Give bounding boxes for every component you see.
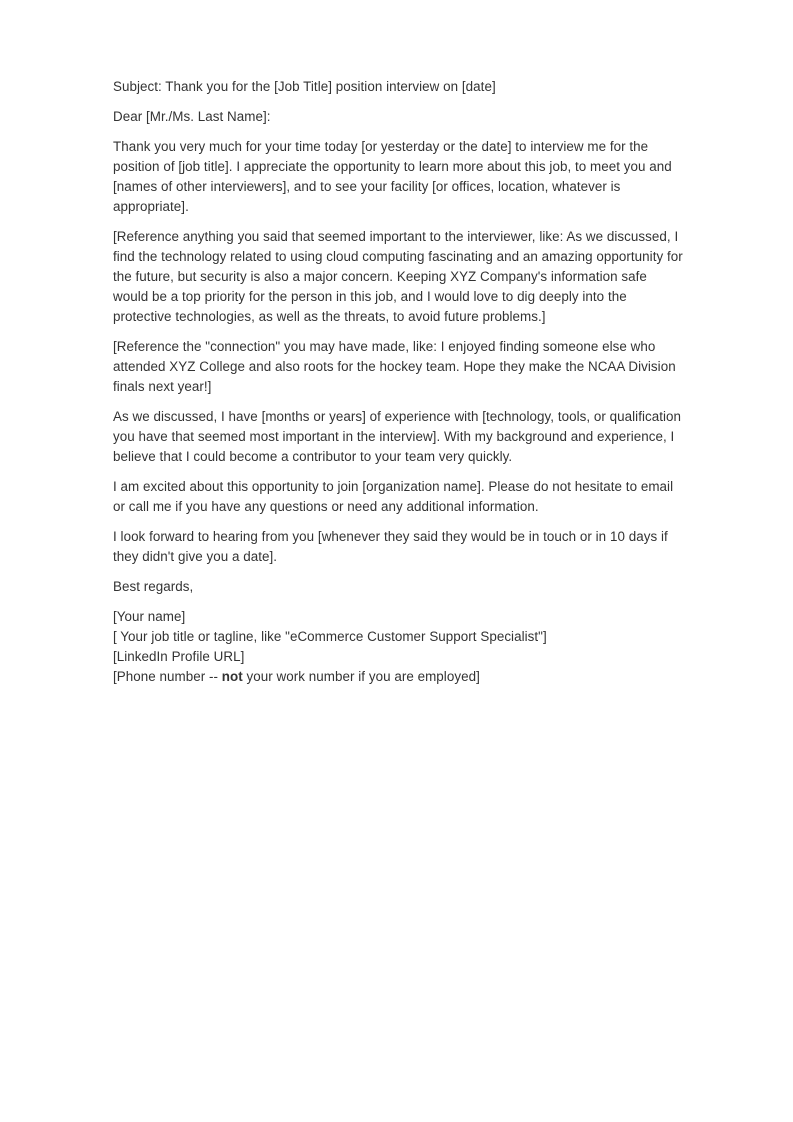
paragraph-experience: As we discussed, I have [months or years] of experience with [technology, tools, or qualification you have that seemed most important in the interview]. With my background and experience, I believe that I could become a contributor to your team very quickly. [113, 409, 682, 464]
signature-block [113, 607, 683, 687]
signature-linkedin: [LinkedIn Profile URL] [113, 649, 245, 664]
phone-prefix: [Phone number -- [113, 669, 222, 684]
signature-name: [Your name] [113, 609, 186, 624]
paragraph-reference-discussion: [Reference anything you said that seemed important to the interviewer, like: As we discussed, I find the technology related to using cloud computing fascinating and an amazing opportunity for the future, but security is also a major concern. Keeping XYZ Company's information safe would be a top priority for the person in this job, and I would love to dig deeply into the protective technologies, as well as the threats, to avoid future problems.] [113, 229, 683, 324]
paragraph-thank-you: Thank you very much for your time today [or yesterday or the date] to interview me for the position of [job title]. I appreciate the opportunity to learn more about this job, to meet you and [names of other interviewers], and to see your facility [or offices, location, whatever is appropriate]. [113, 139, 672, 214]
salutation: Dear [Mr./Ms. Last Name]: [113, 109, 271, 124]
paragraph-excitement: I am excited about this opportunity to join [organization name]. Please do not hesitate to email or call me if you have any questions or need any additional information. [113, 479, 674, 514]
signature-phone [113, 667, 683, 687]
paragraph-connection: [Reference the "connection" you may have made, like: I enjoyed finding someone else who attended XYZ College and also roots for the hockey team. Hope they make the NCAA Division finals next year!] [113, 339, 676, 394]
closing: Best regards, [113, 579, 194, 594]
letter-body [113, 77, 683, 687]
phone-suffix: your work number if you are employed] [242, 669, 480, 684]
paragraph-follow-up: I look forward to hearing from you [whenever they said they would be in touch or in 10 days if they didn't give you a date]. [113, 529, 668, 564]
signature-tagline: [ Your job title or tagline, like "eCommerce Customer Support Specialist"] [113, 629, 547, 644]
phone-emphasis: not [221, 669, 243, 684]
subject-line: Subject: Thank you for the [Job Title] position interview on [date] [113, 79, 496, 94]
